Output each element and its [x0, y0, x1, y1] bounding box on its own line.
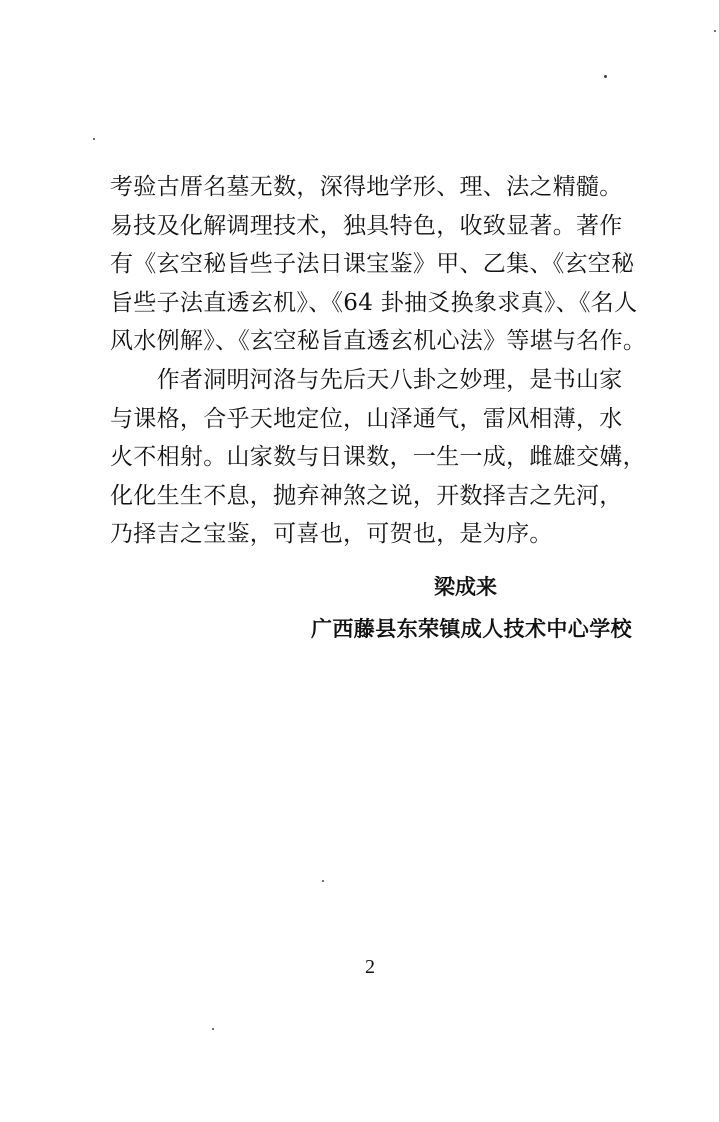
paragraph-line: 考验古厝名墓无数，深得地学形、理、法之精髓。	[110, 174, 623, 200]
paragraph-line: 易技及化解调理技术，独具特色，收致显著。著作	[110, 212, 623, 239]
paragraph-line: 有《玄空秘旨些子法日课宝鉴》甲、乙集、《玄空秘	[110, 251, 635, 278]
paragraph-line: 乃择吉之宝鉴，可喜也，可贺也，是为序。	[110, 521, 553, 548]
paragraph-line: 化化生生不息，抛弃神煞之说，开数择吉之先河，	[110, 482, 623, 509]
paragraph-line: 风水例解》、《玄空秘旨直透玄机心法》等堪与名作。	[110, 328, 647, 355]
signature-block	[311, 566, 632, 650]
paragraph-line: 与课格，合乎天地定位，山泽通气，雷风相薄，水	[110, 405, 623, 432]
author-organization: 广西藤县东荣镇成人技术中心学校	[311, 616, 632, 641]
scan-speck	[714, 30, 716, 32]
scan-speck	[212, 1028, 214, 1030]
preface-body	[110, 168, 647, 554]
page-number: 2	[365, 956, 375, 978]
scan-speck	[322, 880, 324, 882]
scan-speck	[93, 138, 95, 140]
paragraph-line: 作者洞明河洛与先后天八卦之妙理，是书山家	[110, 366, 623, 393]
scan-speck	[604, 75, 607, 78]
author-name: 梁成来	[434, 574, 497, 599]
paragraph-line: 火不相射。山家数与日课数，一生一成，雌雄交媾，	[110, 444, 646, 471]
paragraph-line: 旨些子法直透玄机》、《64 卦抽爻换象求真》、《名人	[110, 289, 638, 316]
